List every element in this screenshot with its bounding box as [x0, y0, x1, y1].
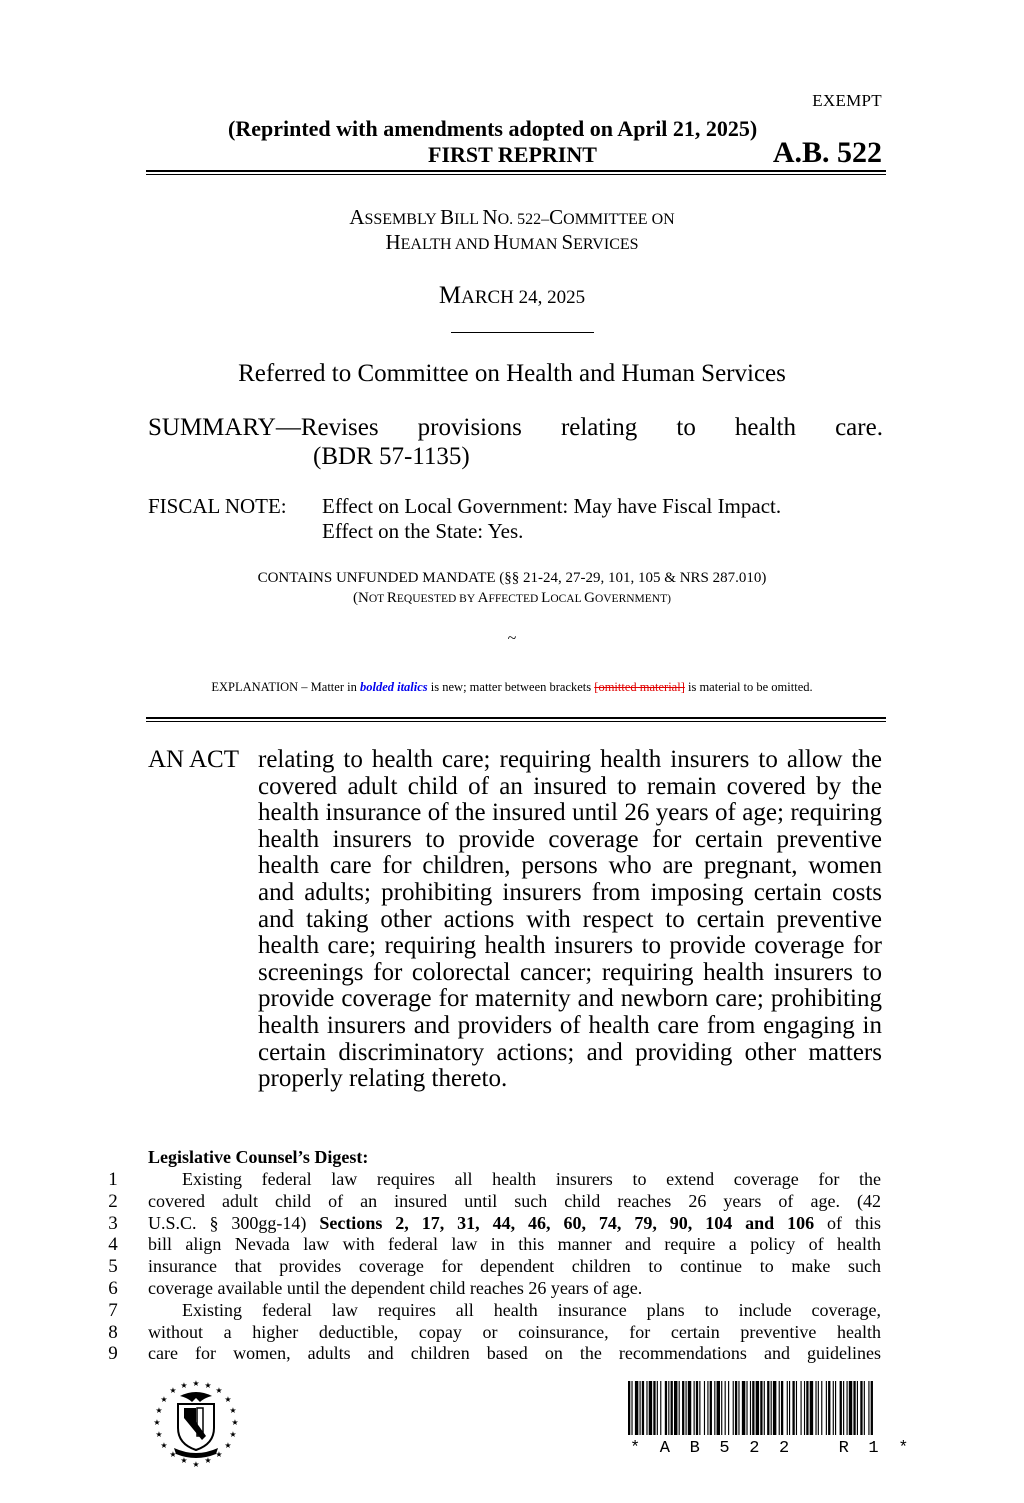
barcode-icon: [628, 1381, 873, 1435]
barcode-bar: [835, 1381, 836, 1435]
referred-to-committee: Referred to Committee on Health and Human Services: [238, 360, 786, 387]
bill-date: MARCH 24, 2025: [438, 282, 586, 309]
barcode-bar: [735, 1381, 737, 1435]
digest-line: 8 without a higher deductible, copay or coinsurance, for certain preventive health: [148, 1322, 881, 1344]
barcode-bar: [640, 1381, 641, 1435]
barcode-bar: [821, 1381, 822, 1435]
barcode-bar: [760, 1381, 762, 1435]
summary-bdr: (BDR 57-1135): [313, 443, 470, 470]
svg-text:★: ★: [204, 1381, 212, 1390]
svg-text:★: ★: [224, 1395, 232, 1404]
bill-title-line-1: ASSEMBLY BILL NO. 522–COMMITTEE ON: [349, 205, 675, 229]
barcode-bar: [871, 1381, 873, 1435]
barcode-bar: [781, 1381, 783, 1435]
summary: [148, 413, 883, 471]
barcode-bar: [826, 1381, 827, 1435]
summary-word: care.: [835, 414, 883, 441]
barcode-bar: [686, 1381, 687, 1435]
barcode-bar: [738, 1381, 739, 1435]
barcode-bar: [789, 1381, 790, 1435]
barcode-bar: [699, 1381, 700, 1435]
digest-line: 3 U.S.C. § 300gg-14) Sections 2, 17, 31, 44, 46, 60, 74, 79, 90, 104 and 106 of this: [148, 1213, 881, 1235]
barcode-bar: [801, 1381, 802, 1435]
barcode-bar: [728, 1381, 729, 1435]
digest-title: Legislative Counsel’s Digest:: [148, 1147, 369, 1167]
fiscal-note-label: FISCAL NOTE:: [148, 494, 287, 518]
barcode-bar: [756, 1381, 759, 1435]
svg-text:★: ★: [153, 1418, 161, 1427]
barcode-bar: [714, 1381, 715, 1435]
barcode-bar: [721, 1381, 722, 1435]
barcode-bar: [707, 1381, 708, 1435]
barcode-bar: [646, 1381, 647, 1435]
barcode-bar: [642, 1381, 644, 1435]
unfunded-mandate: CONTAINS UNFUNDED MANDATE (§§ 21-24, 27-29, 101, 105 & NRS 287.010): [257, 570, 767, 586]
new-matter-sample: bolded italics: [359, 680, 428, 694]
barcode-bar: [682, 1381, 684, 1435]
digest-line: 6 coverage available until the dependent child reaches 26 years of age.: [148, 1278, 881, 1300]
barcode-bar: [635, 1381, 638, 1435]
svg-text:★: ★: [215, 1386, 223, 1395]
barcode-bar: [771, 1381, 772, 1435]
svg-text:★: ★: [180, 1456, 188, 1465]
barcode-bar: [792, 1381, 794, 1435]
barcode-bar: [717, 1381, 720, 1435]
barcode-bar: [628, 1381, 630, 1435]
line-number: 9: [108, 1343, 118, 1365]
barcode-bar: [631, 1381, 632, 1435]
barcode-bar: [704, 1381, 705, 1435]
barcode-bar: [796, 1381, 797, 1435]
barcode-bar: [742, 1381, 745, 1435]
barcode-bar: [657, 1381, 658, 1435]
barcode-bar: [746, 1381, 747, 1435]
act-body: relating to health care; requiring health insurers to allow the covered adult child of an insured to remain covered by the health insurance of the insured until 26 years of age; requiring health insurers to provide coverage for certain preventive health care for children, persons who are pregnant, women and adults; prohibiting insurers from imposing certain costs and taking other actions with respect to certain preventive health care; requiring health insurers to provide coverage for screenings for colorectal cancer; requiring health insurers to provide coverage for maternity and newborn care; prohibiting health insurers and providers of health care from engaging in certain discriminatory actions; and providing other matters properly relating thereto.: [258, 746, 882, 1093]
summary-word: provisions: [417, 414, 522, 441]
svg-text:★: ★: [204, 1456, 212, 1465]
barcode-bar: [767, 1381, 769, 1435]
digest-line: 7 Existing federal law requires all health insurance plans to include coverage,: [148, 1300, 881, 1322]
svg-text:★: ★: [229, 1406, 237, 1415]
barcode-bar: [660, 1381, 661, 1435]
barcode-bar: [653, 1381, 655, 1435]
svg-text:★: ★: [231, 1418, 239, 1427]
barcode-bar: [853, 1381, 855, 1435]
tilde-separator: ~: [507, 630, 517, 647]
barcode-bar: [815, 1381, 816, 1435]
digest-line: 1 Existing federal law requires all health insurers to extend coverage for the: [148, 1169, 881, 1191]
barcode-bar: [725, 1381, 726, 1435]
barcode-bar: [787, 1381, 788, 1435]
barcode-bar: [818, 1381, 819, 1435]
act-paragraph: [148, 747, 882, 1093]
summary-word: relating: [560, 414, 638, 441]
bill-title-line-2: HEALTH AND HUMAN SERVICES: [385, 230, 639, 254]
barcode-bar: [696, 1381, 698, 1435]
svg-text:★: ★: [160, 1441, 168, 1450]
barcode-bar: [688, 1381, 691, 1435]
act-lead: AN ACT: [148, 746, 239, 773]
summary-word: to: [676, 414, 696, 441]
barcode-bar: [828, 1381, 830, 1435]
digest-body: [108, 1169, 881, 1365]
barcode-bar: [764, 1381, 765, 1435]
barcode-bar: [860, 1381, 862, 1435]
barcode-bar: [674, 1381, 677, 1435]
barcode-bar: [752, 1381, 754, 1435]
barcode-bar: [840, 1381, 842, 1435]
barcode-bar: [694, 1381, 695, 1435]
exempt-label: EXEMPT: [812, 91, 882, 110]
bill-number: A.B. 522: [772, 136, 882, 169]
barcode-bar: [733, 1381, 734, 1435]
title-divider: [451, 332, 594, 333]
digest-line: 2 covered adult child of an insured until such child reaches 26 years of age. (42: [148, 1191, 881, 1213]
barcode-bar: [868, 1381, 869, 1435]
barcode-bar: [804, 1381, 805, 1435]
barcode-bar: [773, 1381, 776, 1435]
first-reprint-label: FIRST REPRINT: [428, 142, 597, 167]
svg-text:★: ★: [229, 1430, 237, 1439]
explanation: EXPLANATION – Matter in bolded italics is new; matter between brackets [omitted material] is material to be omitted.: [211, 680, 813, 694]
line-number: 8: [108, 1321, 118, 1343]
line-number: 5: [108, 1256, 118, 1278]
barcode-text: * A B 5 2 2 R 1 *: [630, 1439, 914, 1458]
barcode-bar: [810, 1381, 813, 1435]
barcode-bar: [847, 1381, 848, 1435]
omitted-matter-sample: [omitted material]: [594, 680, 685, 694]
barcode-bar: [649, 1381, 652, 1435]
line-number: 4: [108, 1234, 118, 1256]
fiscal-note-local: Effect on Local Government: May have Fiscal Impact.: [322, 494, 782, 518]
svg-text:★: ★: [192, 1460, 200, 1469]
svg-text:★: ★: [169, 1450, 177, 1459]
svg-text:★: ★: [155, 1430, 163, 1439]
barcode-bar: [750, 1381, 751, 1435]
barcode-bar: [679, 1381, 680, 1435]
svg-text:★: ★: [224, 1441, 232, 1450]
barcode-bar: [849, 1381, 852, 1435]
svg-text:★: ★: [169, 1386, 177, 1395]
barcode-bar: [857, 1381, 858, 1435]
barcode-bar: [665, 1381, 667, 1435]
mandate-note: (NOT REQUESTED BY AFFECTED LOCAL GOVERNMENT): [353, 590, 671, 606]
barcode-bar: [779, 1381, 780, 1435]
summary-word: SUMMARY—Revises: [148, 414, 379, 441]
barcode-bar: [833, 1381, 834, 1435]
line-number: 3: [108, 1212, 118, 1234]
barcode-bar: [710, 1381, 712, 1435]
barcode-bar: [668, 1381, 669, 1435]
line-number: 6: [108, 1277, 118, 1299]
line-number: 7: [108, 1299, 118, 1321]
digest-line: 4 bill align Nevada law with federal law in this manner and require a policy of health: [148, 1234, 881, 1256]
barcode-bar: [806, 1381, 808, 1435]
barcode-bar: [671, 1381, 673, 1435]
line-number: 1: [108, 1169, 118, 1190]
digest-line: 5 insurance that provides coverage for dependent children to continue to make such: [148, 1256, 881, 1278]
summary-word: health: [734, 414, 796, 441]
line-number: 2: [108, 1190, 118, 1212]
reprint-notice: (Reprinted with amendments adopted on April 21, 2025): [228, 116, 758, 141]
svg-text:★: ★: [155, 1406, 163, 1415]
state-seal-icon: [150, 1378, 242, 1470]
svg-text:★: ★: [160, 1395, 168, 1404]
svg-text:★: ★: [192, 1379, 200, 1388]
digest-line: 9 care for women, adults and children based on the recommendations and guidelines: [148, 1343, 881, 1365]
barcode-bar: [843, 1381, 844, 1435]
fiscal-note: [148, 494, 888, 544]
barcode-bar: [864, 1381, 865, 1435]
fiscal-note-state: Effect on the State: Yes.: [322, 519, 524, 543]
svg-text:★: ★: [215, 1450, 223, 1459]
header-rule: [146, 170, 886, 175]
explanation-rule: [146, 717, 886, 722]
svg-text:★: ★: [180, 1381, 188, 1390]
